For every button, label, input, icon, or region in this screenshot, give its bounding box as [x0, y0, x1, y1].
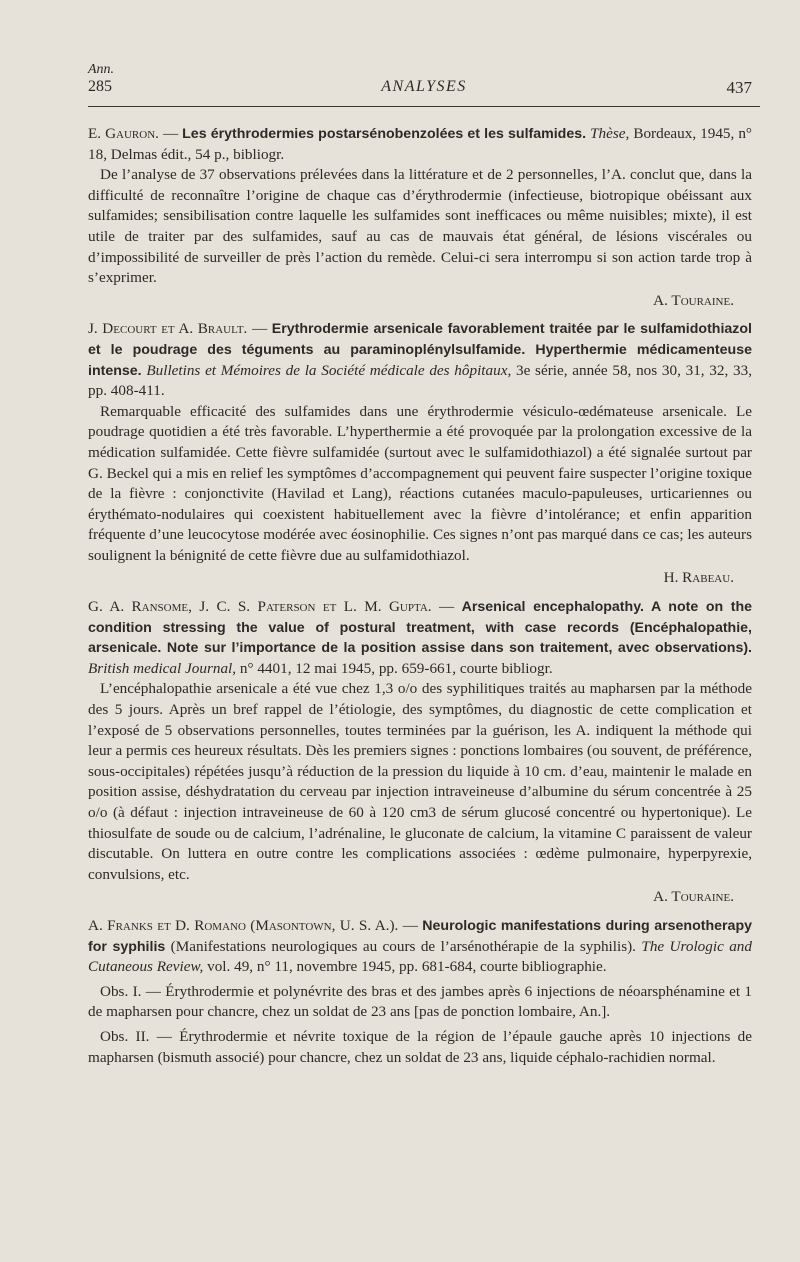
citation	[88, 916, 752, 978]
content	[88, 124, 752, 1076]
running-head	[88, 62, 760, 102]
authors: E. Gauron.	[88, 125, 159, 142]
translated-title: (Manifestations neurologiques au cours de l’arsénothérapie de la syphilis).	[165, 937, 636, 955]
authors: G. A. Ransome, J. C. S. Paterson et L. M. Gupta.	[88, 598, 432, 616]
authors: J. Decourt et A. Brault.	[88, 320, 248, 338]
source-title: The Urologic and Cutaneous Review,	[88, 937, 752, 976]
abstract-entry	[88, 916, 752, 1068]
citation	[88, 597, 752, 679]
source-details: Bordeaux, 1945, n° 18, Delmas édit., 54 p., bibliogr.	[88, 125, 752, 163]
abstract-body	[88, 165, 752, 289]
source-title: Thèse,	[590, 125, 630, 142]
citation	[88, 124, 752, 165]
abstract-entry	[88, 597, 752, 908]
page-number-left: 285	[88, 78, 112, 95]
annotation-mark: Ann.	[88, 62, 115, 77]
abstract-entry	[88, 124, 752, 311]
article-title: Arsenical encephalopathy. A note on the condition stressing the value of postural treatment, with case records (Encéphalopathie, arsenicale. Note sur l’importance de la position assise dans son traitement, avec observations).	[88, 599, 752, 657]
abstract-body	[88, 982, 752, 1068]
header-rule	[88, 106, 760, 107]
abstract-entry	[88, 319, 752, 589]
reviewer-signature: A. Touraine.	[653, 888, 734, 906]
article-title: Neurologic manifestations during arsenotherapy for syphilis	[88, 917, 753, 955]
citation	[88, 319, 752, 401]
abstract-body	[88, 402, 752, 567]
article-title: Erythrodermie arsenicale favorablement traitée par le sulfamidothiazol et le poudrage des téguments au paraminoplénylsulfamide. Hyperthermie médicamenteuse intense.	[88, 321, 752, 379]
paragraph: Remarquable efficacité des sulfamides dans une érythrodermie vésiculo-œdémateuse arsenicale. Le poudrage quotidien a été très favorable. L’hyperthermie a été provoquée par la prolongation excessive de la médication sulfamidée. Cette fièvre sulfamidée (surtout avec le sulfamidothiazol) a été signalée surtout par G. Beckel qui a mis en relief les symptômes d’accompagnement qui peuvent faire suspecter l’origine toxique de la fièvre : conjonctivite (Havilad et Lang), réactions cutanées maculo-papuleuses, urticariennes ou érythémato-nodulaires qui coexistent habituellement avec la fièvre d’intolérance; et enfin apparition fréquente d’une leucocytose modérée avec éosinophilie. Ces signes n’ont pas marqué dans ce cas; les auteurs soulignent la bénignité de cette fièvre due au sulfamidothiazol.	[88, 402, 752, 564]
reviewer-signature: H. Rabeau.	[663, 569, 734, 587]
paragraph: De l’analyse de 37 observations prélevées dans la littérature et de 2 personnelles, l’A. conclut que, dans la difficulté de reconnaître l’origine de chaque cas d’érythrodermie (infectieuse, biotropique obéissant aux sulfamides; sensibilisation contre laquelle les sulfamides sont inefficaces ou même nuisibles; mixte), il est utile de traiter par des sulfamides, sauf au cas de mauvais état général, de lésions viscérales ou d’impossibilité de surveiller de près l’action du remède. Celui-ci sera interrompu si son action tarde trop à s’exprimer.	[88, 166, 752, 287]
observation-2: Obs. II. — Érythrodermie et névrite toxique de la région de l’épaule gauche après 10 injections de mapharsen (bismuth associé) pour chancre, chez un soldat de 23 ans, liquide céphalo-rachidien normal.	[88, 1027, 752, 1066]
separator: —	[158, 125, 183, 142]
paragraph: L’encéphalopathie arsenicale a été vue chez 1,3 o/o des syphilitiques traités au mapharsen par la méthode des 5 jours. Après un bref rappel de l’étiologie, des symptômes, du diagnostic de cette complication et l’exposé de 5 observations personnelles, toutes terminées par la guérison, les A. indiquent la méthode qui leur a permis ces heureux résultats. Dès les premiers signes : ponctions lombaires (ou souvent, de préférence, sous-occipitales) répétées jusqu’à réduction de la pression du liquide à 10 cm. d’eau, maintenir le malade en position assise, déshydratation du cerveau par injection intraveineuse d’albumine du sérum concentrée à 25 o/o (à défaut : injection intraveineuse de 60 à 120 cm3 de sérum glucosé concentré ou hypertonique). Le thiosulfate de soude ou de calcium, l’adrénaline, le gluconate de calcium, la vitamine C paraissent de valeur discutable. On luttera en outre contre les complications associées : œdème pulmonaire, hyperpyrexie, convulsions, etc.	[88, 680, 752, 883]
observation-1: Obs. I. — Érythrodermie et polynévrite des bras et des jambes après 6 injections de néoarsphénamine et 1 de mapharsen pour chancre, chez un soldat de 23 ans [pas de ponction lombaire, An.].	[88, 982, 752, 1021]
section-title: ANALYSES	[381, 78, 467, 95]
separator: —	[431, 598, 462, 616]
abstract-body	[88, 679, 752, 885]
source-details: n° 4401, 12 mai 1945, pp. 659-661, courte bibliogr.	[236, 659, 553, 677]
authors: A. Franks et D. Romano (Masontown, U. S. A.).	[88, 916, 399, 934]
article-title: Les érythrodermies postarsénobenzolées et les sulfamides.	[182, 126, 587, 142]
reviewer-signature: A. Touraine.	[653, 291, 734, 309]
source-title: Bulletins et Mémoires de la Société médicale des hôpitaux,	[141, 361, 512, 379]
separator: —	[398, 916, 423, 934]
page-number-right: 437	[726, 78, 752, 97]
source-details: vol. 49, n° 11, novembre 1945, pp. 681-684, courte bibliographie.	[203, 958, 607, 976]
source-details: 3e série, année 58, nos 30, 31, 32, 33, pp. 408-411.	[88, 361, 752, 400]
separator: —	[247, 320, 272, 338]
source-title: British medical Journal,	[88, 659, 237, 677]
